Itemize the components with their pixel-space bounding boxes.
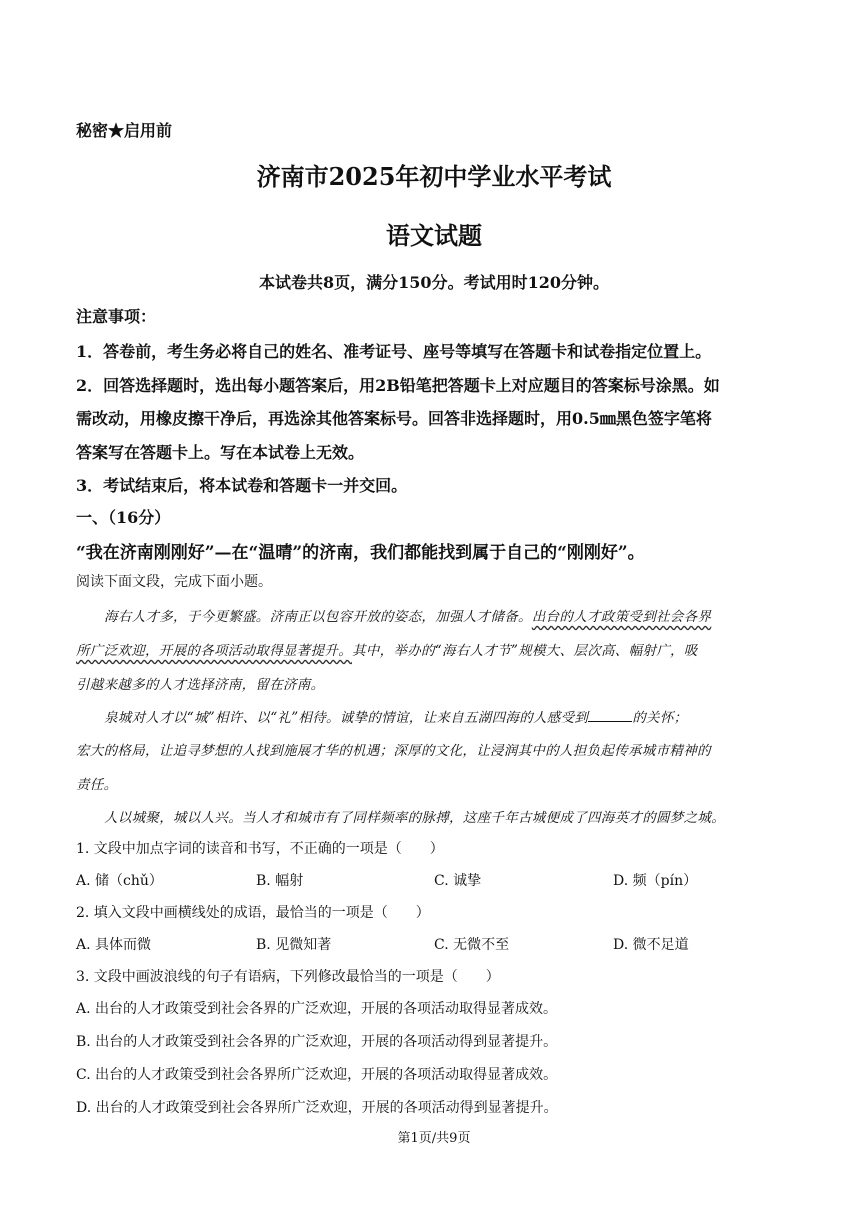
option-a: A. 储（chǔ） xyxy=(76,873,163,889)
question-stem: 1. 文段中加点字词的读音和书写，不正确的一项是（ ） xyxy=(76,841,444,857)
section-theme: “我在济南刚刚好”—在“温晴”的济南，我们都能找到属于自己的“刚刚好”。 xyxy=(76,543,645,563)
exam-info: 本试卷共8页，满分150分。考试用时120分钟。 xyxy=(259,273,609,292)
notice-line: 答案写在答题卡上。写在本试卷上无效。 xyxy=(76,443,365,462)
passage-text: 的关怀； xyxy=(632,710,688,726)
passage-text: 泉城对人才以“城”相许、以“礼”相待。诚挚的情谊，让来自五湖四海的人感受到 xyxy=(104,710,589,726)
question-stem: 2. 填入文段中画横线处的成语，最恰当的一项是（ ） xyxy=(76,905,430,921)
option-b: B. 幅射 xyxy=(256,873,304,889)
passage-text: 其中，举办的“海右人才节”规模大、层次高、幅射广，吸 xyxy=(352,643,698,659)
option-d: D. 出台的人才政策受到社会各界所广泛欢迎，开展的各项活动得到显著提升。 xyxy=(76,1100,558,1116)
passage-line: 责任。 xyxy=(76,777,118,793)
reading-instruction: 阅读下面文段，完成下面小题。 xyxy=(76,574,272,590)
passage-text: 海右人才多，于今更繁盛。济南正以包容开放的姿态，加强人才储备。 xyxy=(104,609,532,625)
fill-in-blank xyxy=(588,709,632,722)
passage-line xyxy=(104,605,711,625)
passage-line: 引越来越多的人才选择济南，留在济南。 xyxy=(76,677,325,693)
option-d: D. 微不足道 xyxy=(613,937,689,953)
option-b: B. 见微知著 xyxy=(256,937,332,953)
passage-line xyxy=(76,639,698,659)
option-d: D. 频（pín） xyxy=(613,873,698,889)
option-c: C. 出台的人才政策受到社会各界所广泛欢迎，开展的各项活动取得显著成效。 xyxy=(76,1067,558,1083)
option-b: B. 出台的人才政策受到社会各界的广泛欢迎，开展的各项活动得到显著提升。 xyxy=(76,1034,558,1050)
passage-line: 宏大的格局，让追寻梦想的人找到施展才华的机遇；深厚的文化，让浸润其中的人担负起传承城市精神的 xyxy=(76,743,711,759)
page-number: 第1页/共9页 xyxy=(397,1131,471,1146)
passage-line xyxy=(104,706,687,726)
secret-label: 秘密★启用前 xyxy=(76,121,173,140)
subject-title: 语文试题 xyxy=(386,221,482,250)
option-a: A. 出台的人才政策受到社会各界的广泛欢迎，开展的各项活动取得显著成效。 xyxy=(76,1001,558,1017)
question-stem: 3. 文段中画波浪线的句子有语病，下列修改最恰当的一项是（ ） xyxy=(76,969,500,985)
wavy-underlined-sentence: 所广泛欢迎，开展的各项活动取得显著提升。 xyxy=(76,643,352,659)
option-c: C. 诚挚 xyxy=(434,873,482,889)
option-c: C. 无微不至 xyxy=(434,937,510,953)
notice-line: 2．回答选择题时，选出每小题答案后，用2B铅笔把答题卡上对应题目的答案标号涂黑。如 xyxy=(76,376,720,395)
exam-title: 济南市2025年初中学业水平考试 xyxy=(256,162,612,191)
notice-line: 1．答卷前，考生务必将自己的姓名、准考证号、座号等填写在答题卡和试卷指定位置上。 xyxy=(76,342,712,361)
notice-line: 3．考试结束后，将本试卷和答题卡一并交回。 xyxy=(76,476,408,495)
notice-heading: 注意事项： xyxy=(76,307,157,326)
passage-line: 人以城聚，城以人兴。当人才和城市有了同样频率的脉搏，这座千年古城便成了四海英才的圆梦之城。 xyxy=(104,810,725,826)
notice-line: 需改动，用橡皮擦干净后，再选涂其他答案标号。回答非选择题时，用0.5㎜黑色签字笔将 xyxy=(76,409,712,428)
wavy-underlined-sentence: 出台的人才政策受到社会各界 xyxy=(531,609,712,625)
section-heading: 一、（16分） xyxy=(76,508,171,527)
option-a: A. 具体而微 xyxy=(76,937,152,953)
